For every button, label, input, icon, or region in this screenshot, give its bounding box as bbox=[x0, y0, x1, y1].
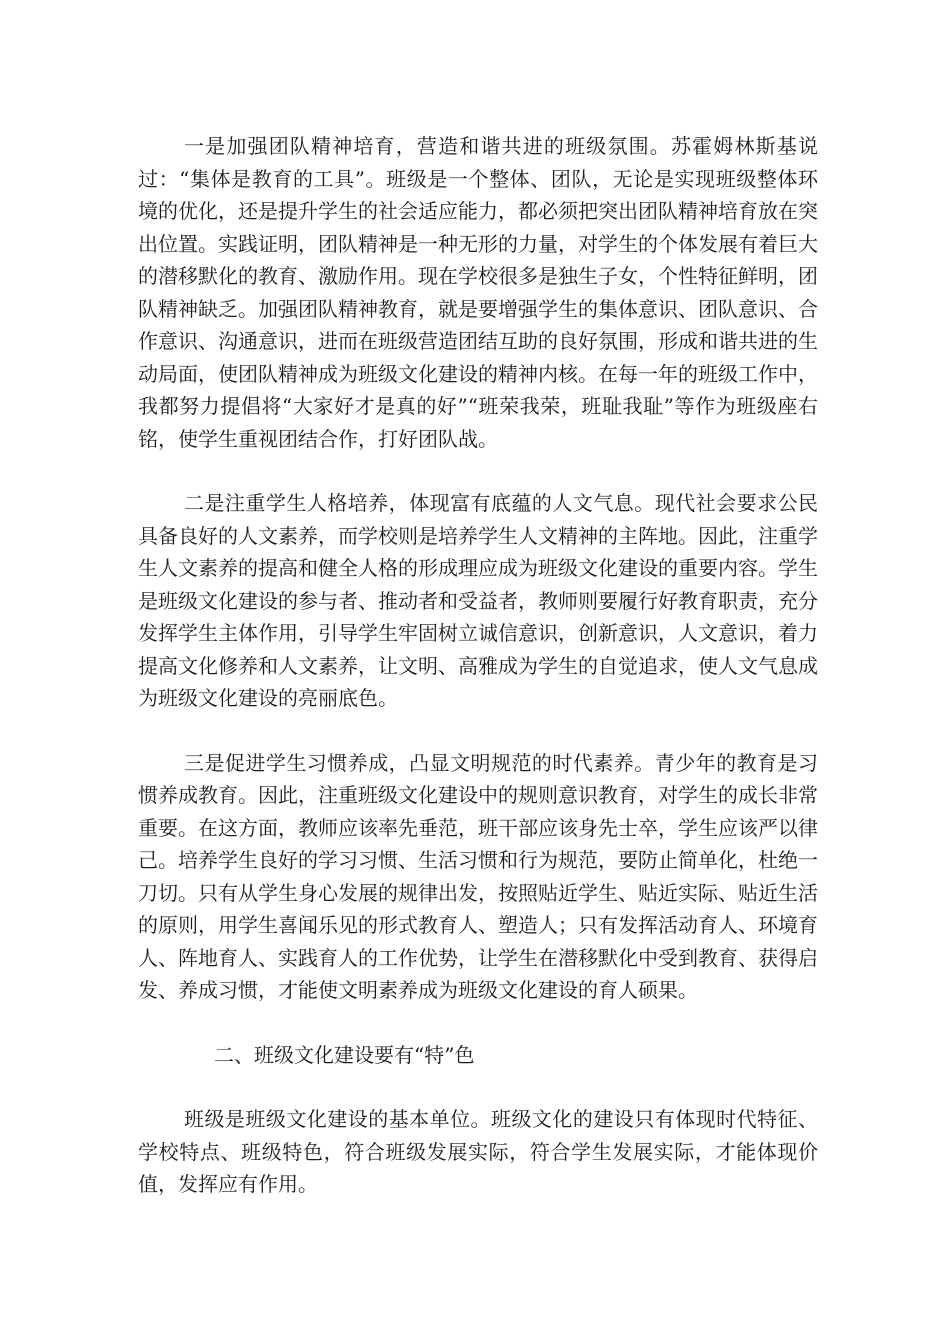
section-heading: 二、班级文化建设要有“特”色 bbox=[214, 1042, 475, 1067]
paragraph-spacer bbox=[138, 1007, 818, 1039]
paragraph-habits: 三是促进学生习惯养成，凸显文明规范的时代素养。青少年的教育是习惯养成教育。因此，注重班级文化建设中的规则意识教育，对学生的成长非常重要。在这方面，教师应该率先垂范，班干部应该身先士卒，学生应该严以律己。培养学生良好的学习习惯、生活习惯和行为规范，要防止简单化，杜绝一刀切。只有从学生身心发展的规律出发，按照贴近学生、贴近实际、贴近生活的原则，用学生喜闻乐见的形式教育人、塑造人；只有发挥活动育人、环境育人、阵地育人、实践育人的工作优势，让学生在潜移默化中受到教育、获得启发、养成习惯，才能使文明素养成为班级文化建设的育人硕果。 bbox=[138, 750, 818, 1002]
paragraph-spacer bbox=[138, 455, 818, 487]
paragraph-personality: 二是注重学生人格培养，体现富有底蕴的人文气息。现代社会要求公民具备良好的人文素养，而学校则是培养学生人文精神的主阵地。因此，注重学生人文素养的提高和健全人格的形成理应成为班级文化建设的重要内容。学生是班级文化建设的参与者、推动者和受益者，教师则要履行好教育职责，充分发挥学生主体作用，引导学生牢固树立诚信意识，创新意识，人文意识，着力提高文化修养和人文素养，让文明、高雅成为学生的自觉追求，使人文气息成为班级文化建设的亮丽底色。 bbox=[138, 491, 818, 710]
paragraph-spacer bbox=[138, 715, 818, 747]
paragraph-spacer bbox=[138, 1071, 818, 1103]
paragraph-class-unit: 班级是班级文化建设的基本单位。班级文化的建设只有体现时代特征、学校特点、班级特色，符合班级发展实际，符合学生发展实际，才能体现价值，发挥应有作用。 bbox=[138, 1107, 818, 1196]
document-body bbox=[138, 130, 818, 1201]
paragraph-team-spirit: 一是加强团队精神培育，营造和谐共进的班级氛围。苏霍姆林斯基说过：“集体是教育的工具”。班级是一个整体、团队，无论是实现班级整体环境的优化，还是提升学生的社会适应能力，都必须把突出团队精神培育放在突出位置。实践证明，团队精神是一种无形的力量，对学生的个体发展有着巨大的潜移默化的教育、激励作用。现在学校很多是独生子女，个性特征鲜明，团队精神缺乏。加强团队精神教育，就是要增强学生的集体意识、团队意识、合作意识、沟通意识，进而在班级营造团结互助的良好氛围，形成和谐共进的生动局面，使团队精神成为班级文化建设的精神内核。在每一年的班级工作中，我都努力提倡将“大家好才是真的好”“班荣我荣，班耻我耻”等作为班级座右铭，使学生重视团结合作，打好团队战。 bbox=[138, 134, 818, 451]
